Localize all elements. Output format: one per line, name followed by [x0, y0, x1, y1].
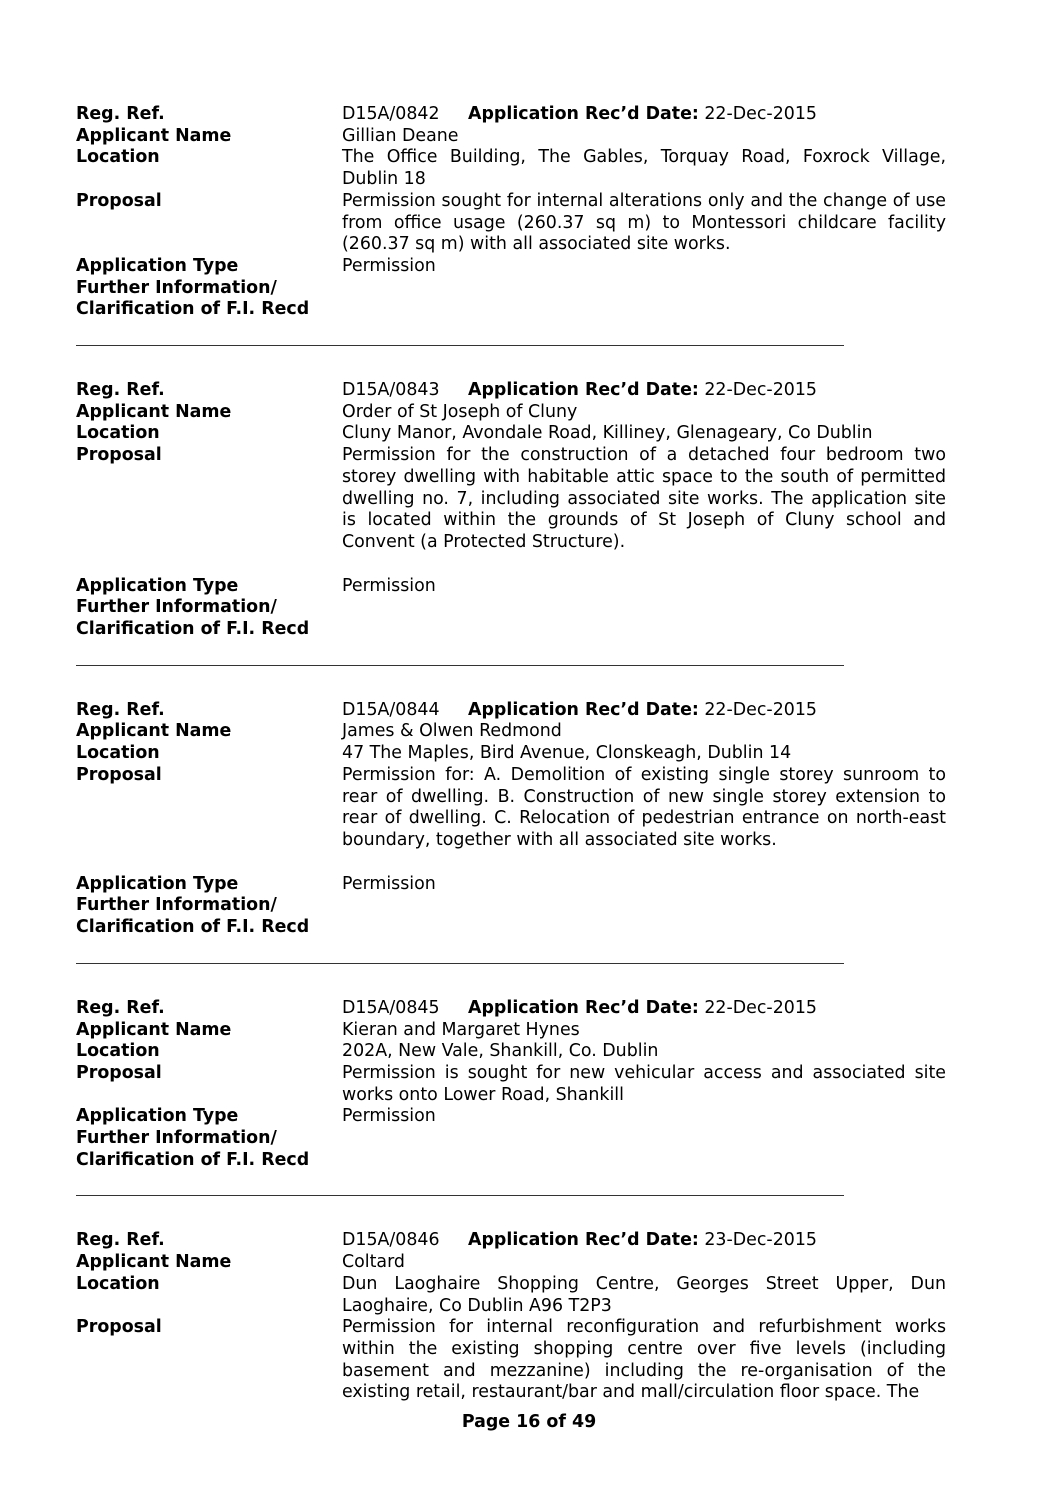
- reg-ref-label: Reg. Ref.: [76, 1230, 165, 1251]
- proposal-label: Proposal: [76, 1317, 162, 1338]
- proposal-row: [76, 191, 946, 256]
- clarification-row: [76, 299, 946, 321]
- application-entry: [76, 700, 946, 939]
- application-type-value: Permission: [342, 1106, 436, 1127]
- location-label: Location: [76, 147, 160, 168]
- application-entry: [76, 1230, 946, 1404]
- applicant-name-label: Applicant Name: [76, 1252, 232, 1273]
- reg-ref-row: [76, 998, 946, 1020]
- reg-ref-row: [76, 380, 946, 402]
- spacer: [76, 852, 946, 874]
- applicant-name-label: Applicant Name: [76, 1019, 232, 1040]
- clarification-row: [76, 619, 946, 641]
- location-label: Location: [76, 743, 160, 764]
- application-type-value: Permission: [342, 255, 436, 276]
- rec-date-value: 22-Dec-2015: [704, 104, 817, 124]
- application-type-row: [76, 576, 946, 598]
- further-info-label: Further Information/: [76, 277, 277, 298]
- clarification-label: Clarification of F.I. Recd: [76, 619, 310, 640]
- proposal-value: Permission sought for internal alterations only and the change of use from office usage (260.37 sq m) to Montessori childcare facility (260.37 sq m) with all associated site works.: [342, 190, 946, 255]
- location-row: [76, 1041, 946, 1063]
- clarification-label: Clarification of F.I. Recd: [76, 299, 310, 320]
- application-type-label: Application Type: [76, 255, 239, 276]
- applicant-name-value: Gillian Deane: [342, 125, 459, 146]
- further-info-label: Further Information/: [76, 895, 277, 916]
- applicant-name-label: Applicant Name: [76, 721, 232, 742]
- applicant-name-value: Kieran and Margaret Hynes: [342, 1019, 580, 1040]
- proposal-value: Permission for the construction of a detached four bedroom two storey dwelling with habitable attic space to the south of permitted dwelling no. 7, including associated site works. The application site is located within the grounds of St Joseph of Cluny school and Convent (a Protected Structure).: [342, 445, 946, 552]
- rec-date-value: 22-Dec-2015: [704, 997, 817, 1018]
- rec-date-value: 22-Dec-2015: [704, 380, 817, 401]
- location-value: 202A, New Vale, Shankill, Co. Dublin: [342, 1041, 659, 1062]
- rec-date-value: 22-Dec-2015: [704, 699, 817, 720]
- reg-ref-value: D15A/0845: [342, 997, 440, 1018]
- reg-ref-label: Reg. Ref.: [76, 997, 165, 1018]
- application-entry: [76, 380, 946, 641]
- proposal-label: Proposal: [76, 190, 162, 211]
- rec-date-label: Application Rec’d Date:: [468, 699, 699, 720]
- reg-ref-label: Reg. Ref.: [76, 699, 165, 720]
- further-info-row: [76, 597, 946, 619]
- application-type-row: [76, 874, 946, 896]
- reg-ref-row: [76, 104, 946, 126]
- application-type-row: [76, 256, 946, 278]
- rec-date-label: Application Rec’d Date:: [468, 104, 699, 124]
- location-row: [76, 1274, 946, 1317]
- applicant-row: [76, 721, 946, 743]
- clarification-row: [76, 917, 946, 939]
- applicant-row: [76, 1020, 946, 1042]
- application-type-value: Permission: [342, 575, 436, 596]
- further-info-row: [76, 278, 946, 300]
- further-info-row: [76, 1128, 946, 1150]
- applicant-name-value: James & Olwen Redmond: [342, 721, 562, 742]
- application-entry: [76, 998, 946, 1172]
- proposal-row: [76, 765, 946, 852]
- applicant-name-value: Coltard: [342, 1252, 405, 1273]
- applicant-row: [76, 402, 946, 424]
- application-type-row: [76, 1106, 946, 1128]
- reg-ref-row: [76, 1230, 946, 1252]
- separator-line: [76, 665, 844, 666]
- applicant-row: [76, 126, 946, 148]
- proposal-label: Proposal: [76, 1062, 162, 1083]
- page-number: Page 16 of 49: [461, 1412, 597, 1432]
- reg-ref-value: D15A/0844: [342, 699, 440, 720]
- location-value: The Office Building, The Gables, Torquay Road, Foxrock Village, Dublin 18: [342, 147, 946, 190]
- proposal-value: Permission for internal reconfiguration and refurbishment works within the existing shopping centre over five levels (including basement and mezzanine) including the re-organisation of the existing retail, restaurant/bar and mall/circulation floor space. The: [342, 1317, 946, 1403]
- applicant-name-label: Applicant Name: [76, 401, 232, 422]
- location-value: 47 The Maples, Bird Avenue, Clonskeagh, Dublin 14: [342, 743, 792, 764]
- proposal-label: Proposal: [76, 764, 162, 785]
- planning-applications-list: [76, 104, 946, 1404]
- further-info-label: Further Information/: [76, 597, 277, 618]
- application-type-label: Application Type: [76, 1106, 239, 1127]
- rec-date-label: Application Rec’d Date:: [468, 997, 699, 1018]
- location-label: Location: [76, 423, 160, 444]
- application-type-label: Application Type: [76, 575, 239, 596]
- applicant-name-value: Order of St Joseph of Cluny: [342, 401, 578, 422]
- separator-line: [76, 963, 844, 964]
- separator-line: [76, 1195, 844, 1196]
- reg-ref-row: [76, 700, 946, 722]
- clarification-row: [76, 1150, 946, 1172]
- reg-ref-value: D15A/0846: [342, 1230, 440, 1251]
- rec-date-label: Application Rec’d Date:: [468, 380, 699, 401]
- location-label: Location: [76, 1041, 160, 1062]
- application-entry: [76, 104, 946, 321]
- rec-date-label: Application Rec’d Date:: [468, 1230, 699, 1251]
- further-info-label: Further Information/: [76, 1128, 277, 1149]
- location-row: [76, 743, 946, 765]
- location-label: Location: [76, 1273, 160, 1294]
- proposal-row: [76, 1063, 946, 1106]
- applicant-row: [76, 1252, 946, 1274]
- location-row: [76, 423, 946, 445]
- reg-ref-value: D15A/0843: [342, 380, 440, 401]
- separator-line: [76, 345, 844, 346]
- proposal-value: Permission for: A. Demolition of existing single storey sunroom to rear of dwelling. B. Construction of new single storey extension to rear of dwelling. C. Relocation of pedestrian entrance on north-east boundary, together with all associated site works.: [342, 764, 946, 850]
- application-type-label: Application Type: [76, 873, 239, 894]
- further-info-row: [76, 895, 946, 917]
- location-value: Dun Laoghaire Shopping Centre, Georges Street Upper, Dun Laoghaire, Co Dublin A96 T2P3: [342, 1273, 946, 1316]
- proposal-label: Proposal: [76, 445, 162, 466]
- reg-ref-value: D15A/0842: [342, 104, 440, 124]
- proposal-value: Permission is sought for new vehicular access and associated site works onto Lower Road, Shankill: [342, 1062, 946, 1105]
- reg-ref-label: Reg. Ref.: [76, 104, 165, 124]
- clarification-label: Clarification of F.I. Recd: [76, 917, 310, 938]
- proposal-row: [76, 1317, 946, 1404]
- clarification-label: Clarification of F.I. Recd: [76, 1149, 310, 1170]
- rec-date-value: 23-Dec-2015: [704, 1230, 817, 1251]
- location-row: [76, 147, 946, 190]
- applicant-name-label: Applicant Name: [76, 125, 232, 146]
- reg-ref-label: Reg. Ref.: [76, 380, 165, 401]
- application-type-value: Permission: [342, 873, 436, 894]
- location-value: Cluny Manor, Avondale Road, Killiney, Glenageary, Co Dublin: [342, 423, 873, 444]
- proposal-row: [76, 445, 946, 554]
- spacer: [76, 554, 946, 576]
